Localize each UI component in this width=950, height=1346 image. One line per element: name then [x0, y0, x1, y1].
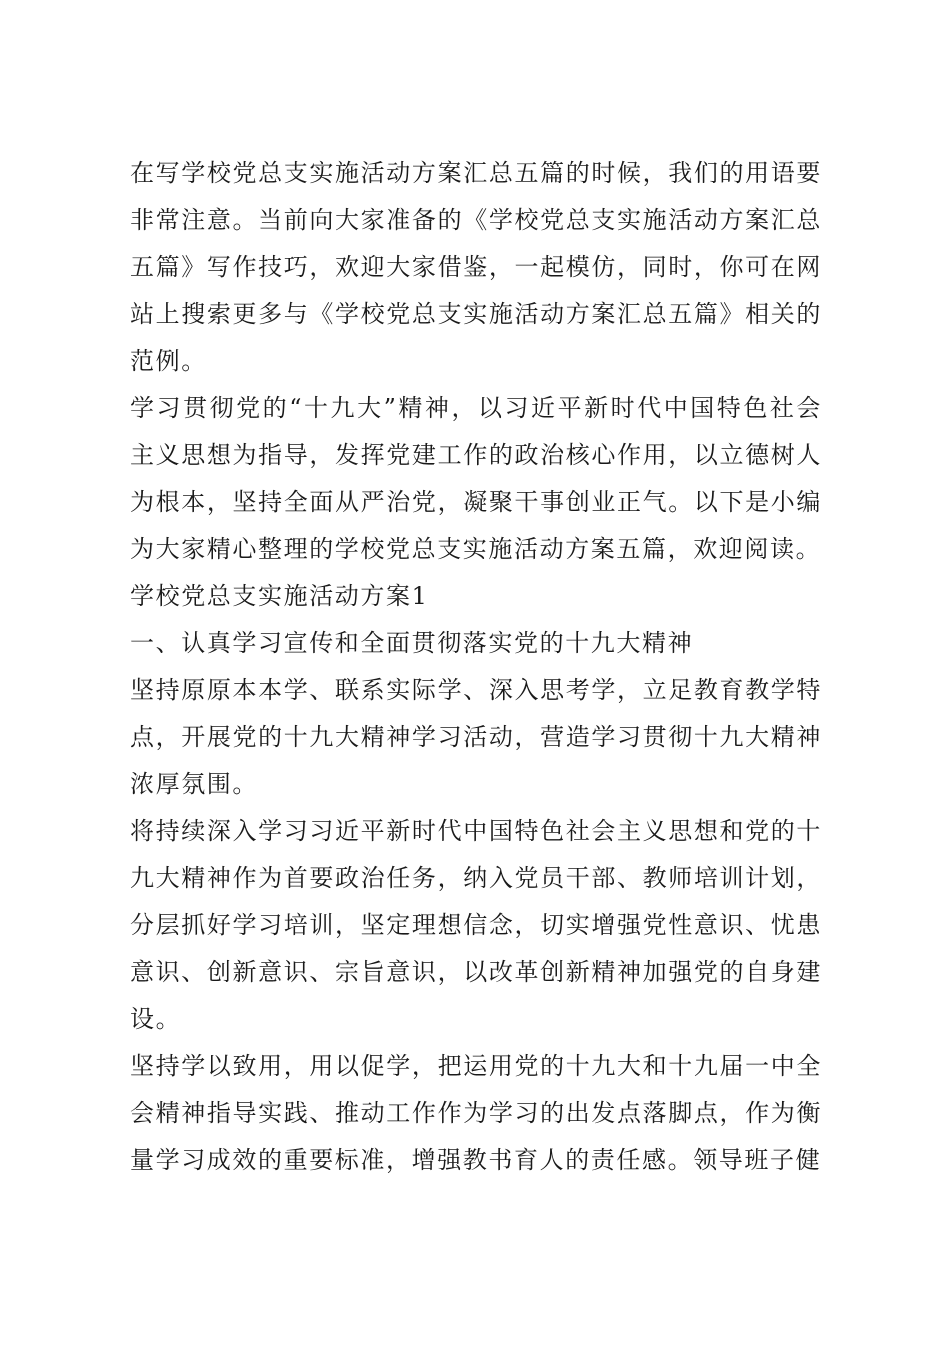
- section-heading-1: 一、认真学习宣传和全面贯彻落实党的十九大精神: [130, 629, 694, 657]
- section-title: 学校党总支实施活动方案1: [130, 582, 429, 610]
- body-paragraph-3: 坚持学以致用，用以促学，把运用党的十九大和十九届一中全会精神指导实践、推动工作作为学习的出发点落脚点，作为衡量学习成效的重要标准，增强教书育人的责任感。领导班子健: [130, 1052, 822, 1174]
- intro-paragraph: 在写学校党总支实施活动方案汇总五篇的时候，我们的用语要非常注意。当前向大家准备的《学校党总支实施活动方案汇总五篇》写作技巧，欢迎大家借鉴，一起模仿，同时，你可在网站上搜索更多与《学校党总支实施活动方案汇总五篇》相关的范例。: [130, 159, 822, 375]
- document-body: [130, 150, 822, 1184]
- body-paragraph-2: 将持续深入学习习近平新时代中国特色社会主义思想和党的十九大精神作为首要政治任务，纳入党员干部、教师培训计划，分层抓好学习培训，坚定理想信念，切实增强党性意识、忧患意识、创新意识、宗旨意识，以改革创新精神加强党的自身建设。: [130, 817, 822, 1033]
- body-paragraph-1: 坚持原原本本学、联系实际学、深入思考学，立足教育教学特点，开展党的十九大精神学习活动，营造学习贯彻十九大精神浓厚氛围。: [130, 676, 822, 798]
- summary-paragraph: 学习贯彻党的“十九大”精神，以习近平新时代中国特色社会主义思想为指导，发挥党建工作的政治核心作用，以立德树人为根本，坚持全面从严治党，凝聚干事创业正气。以下是小编为大家精心整理的学校党总支实施活动方案五篇，欢迎阅读。: [130, 394, 822, 563]
